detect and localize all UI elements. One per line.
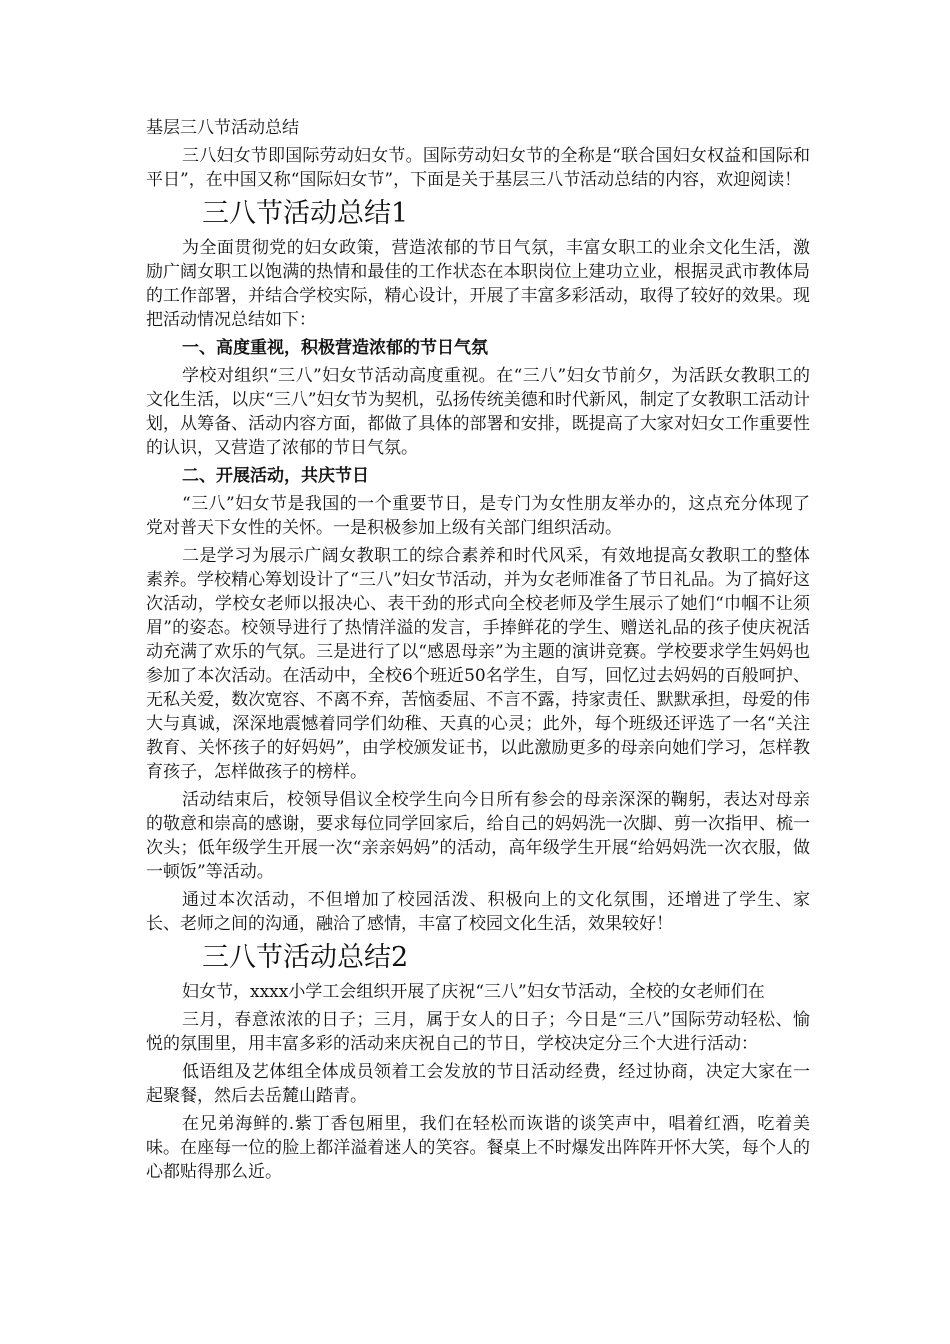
section-1-paragraph-3: “三八”妇女节是我国的一个重要节日，是专门为女性朋友举办的，这点充分体现了党对普天下女性的关怀。一是积极参加上级有关部门组织活动。 xyxy=(146,494,810,538)
section-1-subheading-2: 二、开展活动，共庆节日 xyxy=(182,466,369,486)
document-title: 基层三八节活动总结 xyxy=(146,118,299,138)
section-1-subheading-1: 一、高度重视，积极营造浓郁的节日气氛 xyxy=(182,338,488,358)
section-2-paragraph-3: 低语组及艺体组全体成员领着工会发放的节日活动经费，经过协商，决定大家在一起聚餐，然后去岳麓山踏青。 xyxy=(146,1062,810,1106)
section-1-heading: 三八节活动总结1 xyxy=(202,198,409,229)
section-1-paragraph-5: 活动结束后，校领导倡议全校学生向今日所有参会的母亲深深的鞠躬，表达对母亲的敬意和崇高的感谢，要求每位同学回家后，给自己的妈妈洗一次脚、剪一次指甲、梳一次头；低年级学生开展一次“亲亲妈妈”的活动，高年级学生开展“给妈妈洗一次衣服，做一顿饭”等活动。 xyxy=(146,790,810,882)
section-1-paragraph-6: 通过本次活动，不但增加了校园活泼、积极向上的文化氛围，还增进了学生、家长、老师之间的沟通，融洽了感情，丰富了校园文化生活，效果较好！ xyxy=(146,890,810,934)
section-2-paragraph-1: 妇女节，xxxx小学工会组织开展了庆祝“三八”妇女节活动，全校的女老师们在 xyxy=(182,982,765,1002)
intro-paragraph: 三八妇女节即国际劳动妇女节。国际劳动妇女节的全称是“联合国妇女权益和国际和平日”，在中国又称“国际妇女节”，下面是关于基层三八节活动总结的内容，欢迎阅读！ xyxy=(146,146,810,190)
document-page xyxy=(146,116,810,1188)
section-1-paragraph-1: 为全面贯彻党的妇女政策，营造浓郁的节日气氛，丰富女职工的业余文化生活，激励广阔女职工以饱满的热情和最佳的工作状态在本职岗位上建功立业，根据灵武市教体局的工作部署，并结合学校实际，精心设计，开展了丰富多彩活动，取得了较好的效果。现把活动情况总结如下： xyxy=(146,238,810,330)
section-2-paragraph-4: 在兄弟海鲜的.紫丁香包厢里，我们在轻松而诙谐的谈笑声中，唱着红酒，吃着美味。在座每一位的脸上都洋溢着迷人的笑容。餐桌上不时爆发出阵阵开怀大笑，每个人的心都贴得那么近。 xyxy=(146,1114,810,1182)
section-2-paragraph-2: 三月，春意浓浓的日子；三月，属于女人的日子；今日是“三八”国际劳动轻松、愉悦的氛围里，用丰富多彩的活动来庆祝自己的节日，学校决定分三个大进行活动： xyxy=(146,1010,810,1054)
section-1-paragraph-4: 二是学习为展示广阔女教职工的综合素养和时代风采，有效地提高女教职工的整体素养。学校精心筹划设计了“三八”妇女节活动，并为女老师准备了节日礼品。为了搞好这次活动，学校女老师以报决心、表干劲的形式向全校老师及学生展示了她们“巾帼不让须眉”的姿态。校领导进行了热情洋溢的发言，手捧鲜花的学生、赠送礼品的孩子使庆祝活动充满了欢乐的气氛。三是进行了以“感恩母亲”为主题的演讲竞赛。学校要求学生妈妈也参加了本次活动。在活动中，全校6个班近50名学生，自写，回忆过去妈妈的百般呵护、无私关爱，数次宽容、不离不弃，苦恼委屈、不言不露，持家责任、默默承担，母爱的伟大与真诚，深深地震憾着同学们幼稚、天真的心灵；此外，每个班级还评选了一名“关注教育、关怀孩子的好妈妈”，由学校颁发证书，以此激励更多的母亲向她们学习，怎样教育孩子，怎样做孩子的榜样。 xyxy=(146,546,810,782)
section-2-heading: 三八节活动总结2 xyxy=(202,942,409,973)
section-1-paragraph-2: 学校对组织“三八”妇女节活动高度重视。在“三八”妇女节前夕，为活跃女教职工的文化生活，以庆“三八”妇女节为契机，弘扬传统美德和时代新风，制定了女教职工活动计划，从筹备、活动内容方面，都做了具体的部署和安排，既提高了大家对妇女工作重要性的认识，又营造了浓郁的节日气氛。 xyxy=(146,366,810,458)
